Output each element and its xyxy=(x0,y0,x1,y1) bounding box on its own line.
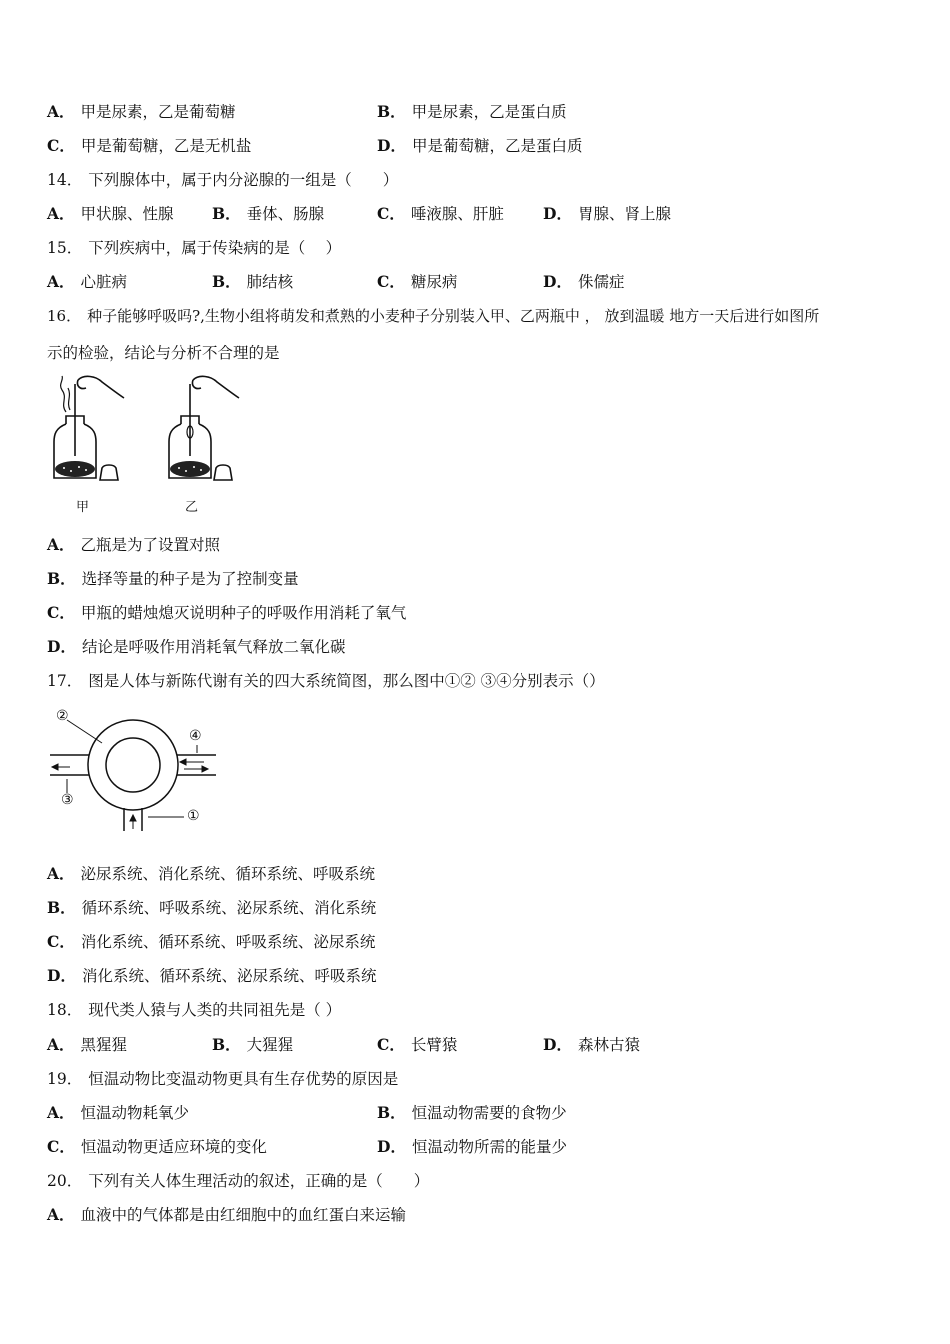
q17-option-d: D． 消化系统、循环系统、泌尿系统、呼吸系统 xyxy=(47,966,377,985)
q16-stem-line1: 16． 种子能够呼吸吗?,生物小组将萌发和煮熟的小麦种子分别装入甲、乙两瓶中 ， 放到温暖 地方一天后进行如图所 xyxy=(47,307,820,325)
q17-option-a: A． 泌尿系统、消化系统、循环系统、呼吸系统 xyxy=(47,864,376,883)
q19-option-b: B． 恒温动物需要的食物少 xyxy=(377,1103,567,1122)
q13-option-b: B． 甲是尿素，乙是蛋白质 xyxy=(377,102,567,121)
q14-option-d: D． 胃腺、肾上腺 xyxy=(543,204,671,223)
q18-option-b: B． 大猩猩 xyxy=(212,1035,294,1054)
figure-label-jia: 甲 xyxy=(76,500,90,515)
q18-option-c: C． 长臂猿 xyxy=(377,1035,458,1054)
figure-label-yi: 乙 xyxy=(185,500,199,515)
diagram-label-2: ② xyxy=(56,708,69,724)
diagram-label-1: ① xyxy=(187,808,200,824)
q14-option-a: A． 甲状腺、性腺 xyxy=(47,204,174,223)
q18-stem: 18． 现代类人猿与人类的共同祖先是（ ） xyxy=(47,1001,342,1019)
q14-stem: 14． 下列腺体中，属于内分泌腺的一组是（ ） xyxy=(47,171,399,189)
q15-option-a: A． 心脏病 xyxy=(47,272,128,291)
q19-option-d: D． 恒温动物所需的能量少 xyxy=(377,1137,567,1156)
q15-stem: 15． 下列疾病中，属于传染病的是（ ） xyxy=(47,239,342,257)
q17-option-c: C． 消化系统、循环系统、呼吸系统、泌尿系统 xyxy=(47,932,376,951)
q16-option-d: D． 结论是呼吸作用消耗氧气释放二氧化碳 xyxy=(47,637,346,656)
q14-option-c: C． 唾液腺、肝脏 xyxy=(377,204,504,223)
q15-option-d: D． 侏儒症 xyxy=(543,272,625,291)
q19-option-c: C． 恒温动物更适应环境的变化 xyxy=(47,1137,267,1156)
q15-option-c: C． 糖尿病 xyxy=(377,272,458,291)
q17-option-b: B． 循环系统、呼吸系统、泌尿系统、消化系统 xyxy=(47,898,377,917)
q16-option-a: A． 乙瓶是为了设置对照 xyxy=(47,535,221,554)
q19-option-a: A． 恒温动物耗氧少 xyxy=(47,1103,190,1122)
q15-option-b: B． 肺结核 xyxy=(212,272,294,291)
q16-option-c: C． 甲瓶的蜡烛熄灭说明种子的呼吸作用消耗了氧气 xyxy=(47,603,407,622)
q13-option-d: D． 甲是葡萄糖，乙是蛋白质 xyxy=(377,136,583,155)
q16-stem-line2: 示的检验，结论与分析不合理的是 xyxy=(47,344,280,362)
q19-stem: 19． 恒温动物比变温动物更具有生存优势的原因是 xyxy=(47,1070,399,1088)
q18-option-d: D． 森林古猿 xyxy=(543,1035,640,1054)
seed-jar-experiment-figure xyxy=(44,372,244,492)
q16-option-b: B． 选择等量的种子是为了控制变量 xyxy=(47,569,299,588)
q17-stem: 17． 图是人体与新陈代谢有关的四大系统简图，那么图中①② ③④分别表示（） xyxy=(47,672,605,690)
q18-option-a: A． 黑猩猩 xyxy=(47,1035,128,1054)
q13-option-a: A． 甲是尿素，乙是葡萄糖 xyxy=(47,102,236,121)
q20-option-a: A． 血液中的气体都是由红细胞中的血红蛋白来运输 xyxy=(47,1205,407,1224)
q20-stem: 20． 下列有关人体生理活动的叙述，正确的是（ ） xyxy=(47,1172,430,1190)
q13-option-c: C． 甲是葡萄糖，乙是无机盐 xyxy=(47,136,252,155)
diagram-label-4: ④ xyxy=(189,728,202,744)
q14-option-b: B． 垂体、肠腺 xyxy=(212,204,325,223)
diagram-label-3: ③ xyxy=(61,792,74,808)
